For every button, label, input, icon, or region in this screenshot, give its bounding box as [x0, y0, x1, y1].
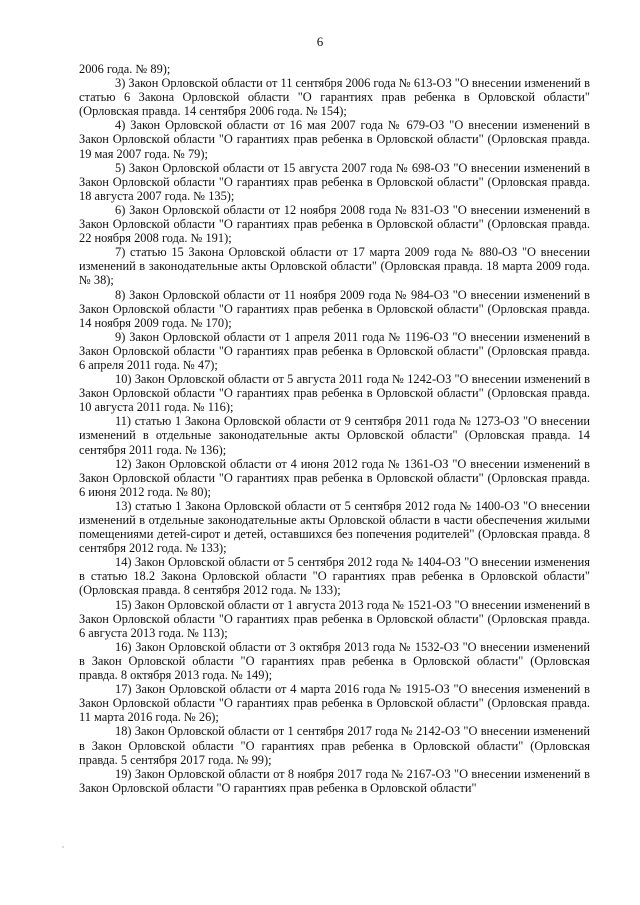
- list-item-7: 7) статью 15 Закона Орловской области от 17 марта 2009 года № 880-ОЗ "О внесении изменений в законодательные акты Орловской области" (Орловская правда. 18 марта 2009 года. № 38);: [79, 245, 590, 288]
- list-item-12: 12) Закон Орловской области от 4 июня 2012 года № 1361-ОЗ "О внесении изменений в Закон Орловской области "О гарантиях прав ребенка в Орловской области" (Орловская правда. 6 июня 2012 года. № 80);: [79, 456, 590, 499]
- list-item-14: 14) Закон Орловской области от 5 сентября 2012 года № 1404-ОЗ "О внесении изменения в статью 18.2 Закона Орловской области "О гарантиях прав ребенка в Орловской области" (Орловская правда. 8 сентября 2012 года. № 133);: [79, 555, 590, 598]
- list-item-19: 19) Закон Орловской области от 8 ноября 2017 года № 2167-ОЗ "О внесении изменений в Закон Орловской области "О гарантиях прав ребенка в Орловской области": [79, 766, 590, 795]
- scan-speck: [62, 846, 64, 848]
- list-item-17: 17) Закон Орловской области от 4 марта 2016 года № 1915-ОЗ "О внесения изменений в Закон Орловской области "О гарантиях прав ребенка в Орловской области" (Орловская правда. 11 марта 2016 года. № 26);: [79, 682, 590, 725]
- list-item-5: 5) Закон Орловской области от 15 августа 2007 года № 698-ОЗ "О внесении изменений в Закон Орловской области "О гарантиях прав ребенка в Орловской области" (Орловская правда. 18 августа 2007 года. № 135);: [79, 160, 590, 203]
- list-item-15: 15) Закон Орловской области от 1 августа 2013 года № 1521-ОЗ "О внесении изменений в Закон Орловской области "О гарантиях прав ребенка в Орловской области" (Орловская правда. 6 августа 2013 года. № 113);: [79, 597, 590, 640]
- list-item-16: 16) Закон Орловской области от 3 октября 2013 года № 1532-ОЗ "О внесении изменений в Закон Орловской области "О гарантиях прав ребенка в Орловской области" (Орловская правда. 8 октября 2013 года. № 149);: [79, 639, 590, 683]
- list-item-8: 8) Закон Орловской области от 11 ноября 2009 года № 984-ОЗ "О внесении изменений в Закон Орловской области "О гарантиях прав ребенка в Орловской области" (Орловская правда. 14 ноября 2009 года. № 170);: [79, 287, 590, 330]
- list-item-6: 6) Закон Орловской области от 12 ноября 2008 года № 831-ОЗ "О внесении изменений в Закон Орловской области "О гарантиях прав ребенка в Орловской области" (Орловская правда. 22 ноября 2008 года. № 191);: [79, 202, 590, 246]
- list-item-13: 13) статью 1 Закона Орловской области от 5 сентября 2012 года № 1400-ОЗ "О внесении изменений в отдельные законодательные акты Орловской области в части обеспечения жилыми помещениями детей-сирот и детей, оставшихся без попечения родителей" (Орловская правда. 8 сентября 2012 года. № 133);: [79, 498, 590, 556]
- list-item-18: 18) Закон Орловской области от 1 сентября 2017 года № 2142-ОЗ "О внесении изменений в Закон Орловской области "О гарантиях прав ребенка в Орловской области" (Орловская правда. 5 сентября 2017 года. № 99);: [79, 724, 590, 767]
- list-item-9: 9) Закон Орловской области от 1 апреля 2011 года № 1196-ОЗ "О внесении изменений в Закон Орловской области "О гарантиях прав ребенка в Орловской области" (Орловская правда. 6 апреля 2011 года. № 47);: [79, 329, 590, 372]
- list-item-3: 3) Закон Орловской области от 11 сентября 2006 года № 613-ОЗ "О внесении изменений в статью 6 Закона Орловской области "О гарантиях прав ребенка в Орловской области" (Орловская правда. 14 сентября 2006 года. № 154);: [79, 76, 590, 119]
- paragraph-continuation: 2006 года. № 89);: [79, 62, 171, 76]
- list-item-4: 4) Закон Орловской области от 16 мая 2007 года № 679-ОЗ "О внесении изменений в Закон Орловской области "О гарантиях прав ребенка в Орловской области" (Орловская правда. 19 мая 2007 года. № 79);: [79, 118, 590, 161]
- page-number: 6: [316, 34, 324, 49]
- document-body: [79, 62, 590, 795]
- list-item-11: 11) статью 1 Закона Орловской области от 9 сентября 2011 года № 1273-ОЗ "О внесении изменений в отдельные законодательные акты Орловской области" (Орловская правда. 14 сентября 2011 года. № 136);: [79, 414, 590, 457]
- list-item-10: 10) Закон Орловской области от 5 августа 2011 года № 1242-ОЗ "О внесении изменений в Закон Орловской области "О гарантиях прав ребенка в Орловской области" (Орловская правда. 10 августа 2011 года. № 116);: [79, 372, 590, 415]
